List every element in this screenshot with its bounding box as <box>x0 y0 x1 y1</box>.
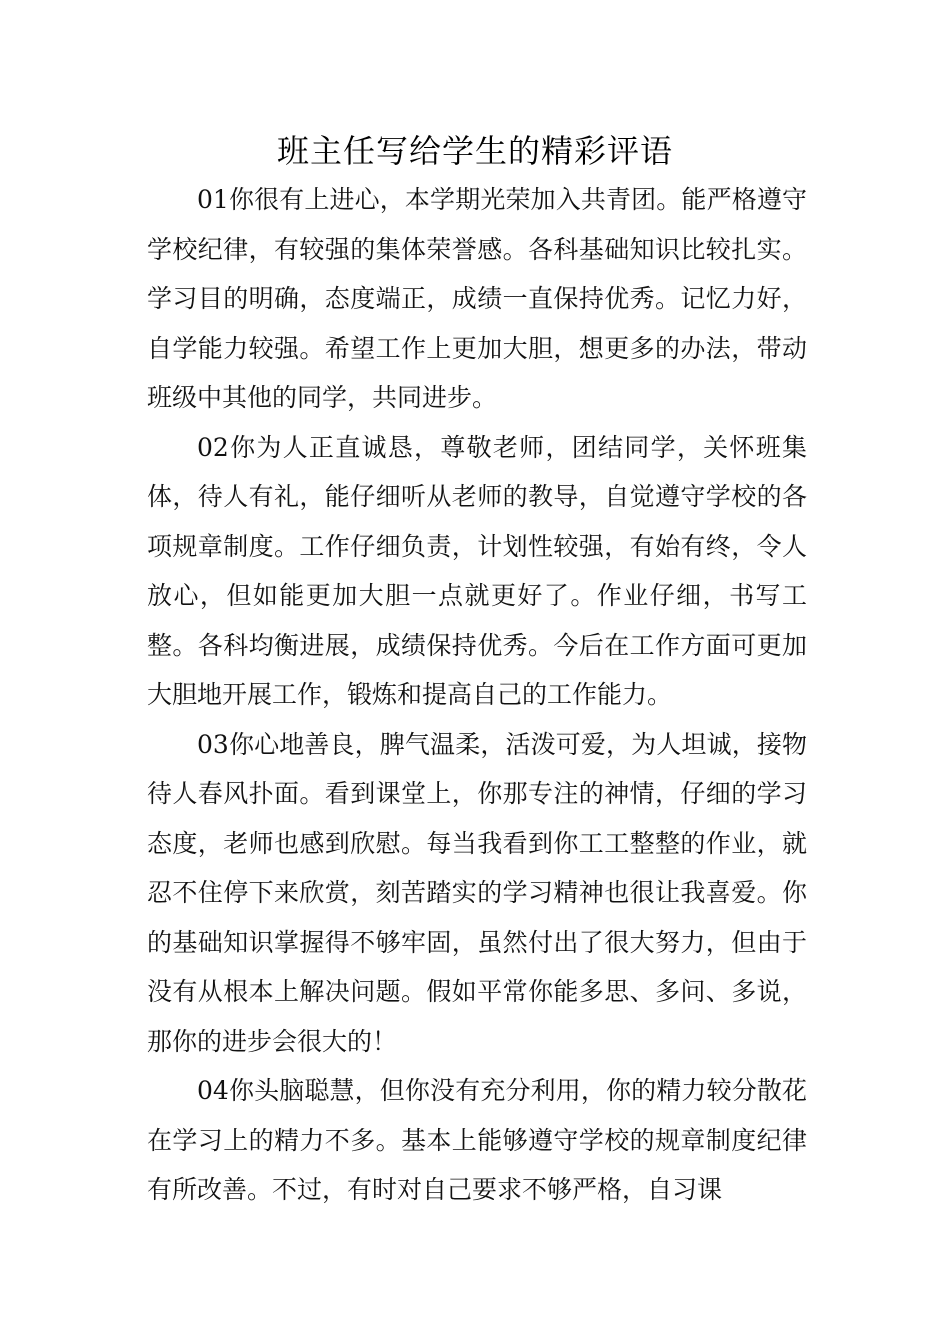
document-body <box>147 175 807 1215</box>
document-title: 班主任写给学生的精彩评语 <box>276 132 673 170</box>
paragraph-04: 04你头脑聪慧，但你没有充分利用，你的精力较分散花在学习上的精力不多。基本上能够遵守学校的规章制度纪律有所改善。不过，有时对自己要求不够严格，自习课 <box>147 1076 807 1204</box>
paragraph-01: 01你很有上进心，本学期光荣加入共青团。能严格遵守学校纪律，有较强的集体荣誉感。各科基础知识比较扎实。学习目的明确，态度端正，成绩一直保持优秀。记忆力好，自学能力较强。希望工作上更加大胆，想更多的办法，带动班级中其他的同学，共同进步。 <box>147 185 807 412</box>
paragraph-03: 03你心地善良，脾气温柔，活泼可爱，为人坦诚，接物待人春风扑面。看到课堂上，你那专注的神情，仔细的学习态度，老师也感到欣慰。每当我看到你工工整整的作业，就忍不住停下来欣赏，刻苦踏实的学习精神也很让我喜爱。你的基础知识掌握得不够牢固，虽然付出了很大努力，但由于没有从根本上解决问题。假如平常你能多思、多问、多说，那你的进步会很大的！ <box>147 729 807 1056</box>
paragraph-02: 02你为人正直诚恳，尊敬老师，团结同学，关怀班集体，待人有礼，能仔细听从老师的教导，自觉遵守学校的各项规章制度。工作仔细负责，计划性较强，有始有终，令人放心，但如能更加大胆一点就更好了。作业仔细，书写工整。各科均衡进展，成绩保持优秀。今后在工作方面可更加大胆地开展工作，锻炼和提高自己的工作能力。 <box>147 432 807 709</box>
